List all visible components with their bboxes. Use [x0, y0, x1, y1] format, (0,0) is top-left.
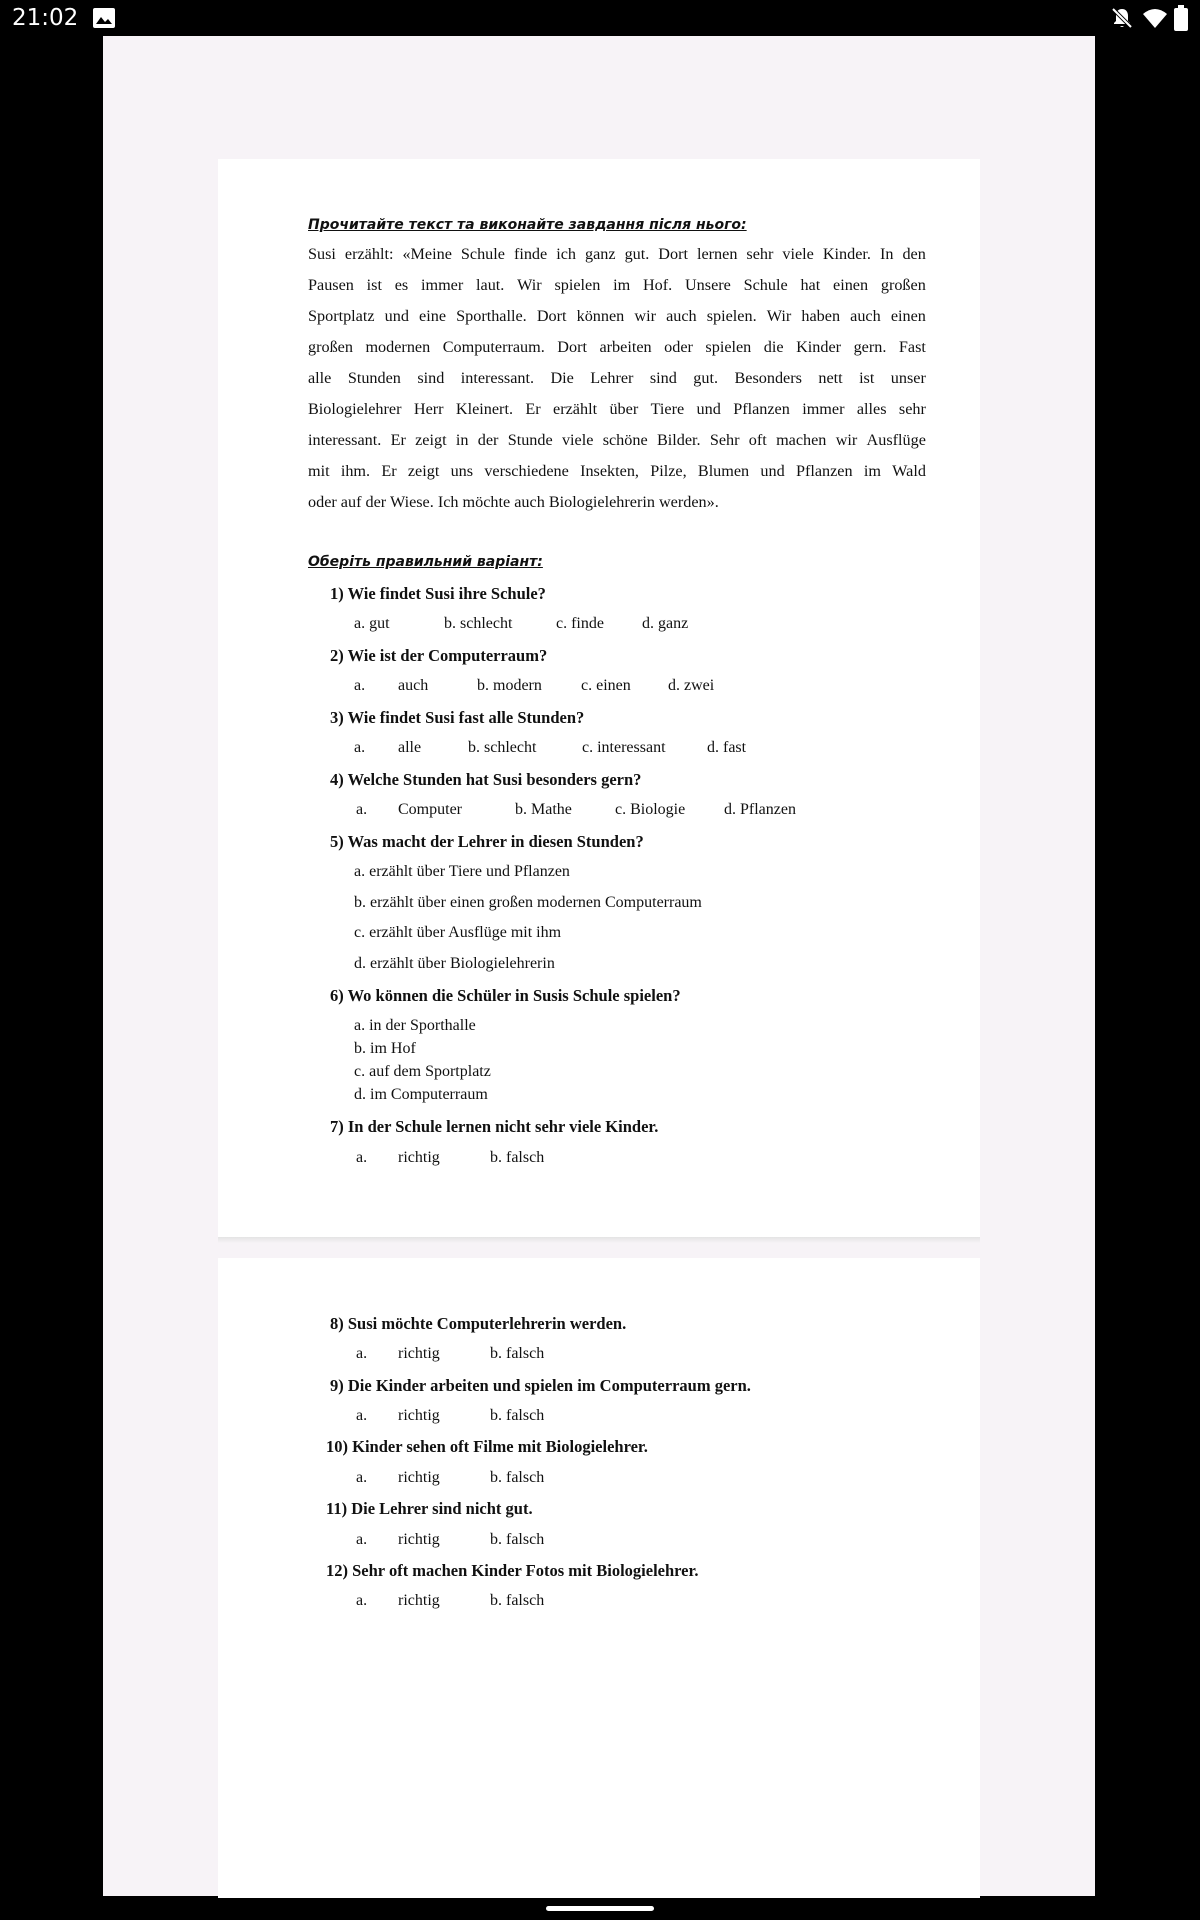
option: d. erzählt über Biologielehrerin: [354, 955, 555, 972]
passage-word: immer: [802, 400, 845, 418]
option: a.: [356, 1407, 368, 1424]
option: b. falsch: [490, 1592, 545, 1609]
passage-word: sind: [649, 369, 677, 387]
option: Computer: [398, 801, 462, 818]
passage-word: Lehrer: [590, 369, 634, 387]
passage-word: Kinder.: [822, 245, 871, 263]
wifi-icon: [1142, 7, 1168, 29]
passage-word: laut.: [476, 276, 505, 294]
passage-word: und: [696, 400, 721, 418]
passage-word: Pflanzen: [795, 462, 853, 480]
question-4: 4) Welche Stunden hat Susi besonders gern?: [330, 770, 642, 789]
option: b. schlecht: [468, 739, 537, 756]
passage-word: Pausen: [308, 276, 354, 294]
option: b. falsch: [490, 1345, 545, 1362]
option: b. schlecht: [444, 615, 513, 632]
passage-word: Wald: [892, 462, 926, 480]
passage-line: [308, 394, 926, 425]
passage-word: spielen: [705, 338, 752, 356]
passage-word: nett: [818, 369, 843, 387]
passage-word: alle: [308, 369, 332, 387]
passage-word: können: [576, 307, 625, 325]
passage-word: ganz: [585, 245, 616, 263]
option: c. auf dem Sportplatz: [354, 1063, 491, 1080]
passage-word: Er: [390, 431, 406, 449]
passage-word: interessant.: [460, 369, 535, 387]
passage-word: Schule: [460, 245, 505, 263]
passage-word: auch: [666, 307, 697, 325]
passage-word: Wir: [517, 276, 542, 294]
option: richtig: [398, 1149, 440, 1166]
option: d. zwei: [668, 677, 715, 694]
passage-word: Schule: [743, 276, 788, 294]
option: a.: [356, 1149, 368, 1166]
reading-passage: [308, 239, 926, 518]
passage-word: zeigt: [415, 431, 447, 449]
passage-word: über: [609, 400, 639, 418]
passage-word: verschiedene: [484, 462, 569, 480]
document-page-1: [218, 159, 980, 1237]
battery-icon: [1174, 5, 1188, 31]
passage-line: [308, 456, 926, 487]
passage-word: Ausflüge: [866, 431, 926, 449]
passage-word: Fast: [898, 338, 926, 356]
choose-task-heading: Оберіть правильний варіант:: [308, 554, 543, 570]
passage-word: den: [902, 245, 926, 263]
passage-word: Er: [525, 400, 541, 418]
option: a. in der Sporthalle: [354, 1017, 476, 1034]
option: richtig: [398, 1531, 440, 1548]
passage-word: Sportplatz: [308, 307, 375, 325]
passage-line: oder auf der Wiese. Ich möchte auch Biologielehrerin werden».: [308, 493, 719, 511]
passage-word: Susi: [308, 245, 336, 263]
passage-word: mit: [308, 462, 330, 480]
passage-word: Er: [381, 462, 397, 480]
passage-word: spielen.: [706, 307, 757, 325]
passage-word: unser: [890, 369, 926, 387]
question-12: 12) Sehr oft machen Kinder Fotos mit Biologielehrer.: [326, 1561, 699, 1580]
status-bar: [0, 0, 1200, 36]
passage-word: Tiere: [650, 400, 685, 418]
passage-word: ich: [556, 245, 576, 263]
passage-word: Blumen: [697, 462, 750, 480]
question-10: 10) Kinder sehen oft Filme mit Biologielehrer.: [326, 1437, 648, 1456]
passage-word: viele: [561, 431, 594, 449]
passage-word: Die: [550, 369, 574, 387]
passage-word: einen: [833, 276, 869, 294]
passage-word: sehr: [746, 245, 774, 263]
passage-word: Besonders: [734, 369, 802, 387]
passage-word: alles: [856, 400, 887, 418]
passage-word: wir: [634, 307, 656, 325]
passage-line: [308, 425, 926, 456]
passage-word: Dort: [536, 307, 567, 325]
passage-word: erzählt:: [344, 245, 394, 263]
option: richtig: [398, 1592, 440, 1609]
passage-word: zeigt: [407, 462, 440, 480]
passage-word: gut.: [624, 245, 650, 263]
passage-word: und: [760, 462, 785, 480]
option: alle: [398, 739, 422, 756]
passage-word: ist: [366, 276, 382, 294]
option: b. falsch: [490, 1531, 545, 1548]
option: b. falsch: [490, 1469, 545, 1486]
option: a.: [356, 1592, 368, 1609]
reading-task-heading: Прочитайте текст та виконайте завдання після нього:: [308, 217, 747, 233]
passage-word: machen: [776, 431, 827, 449]
option: b. falsch: [490, 1407, 545, 1424]
passage-word: einen: [890, 307, 926, 325]
passage-line: [308, 239, 926, 270]
option: a.: [356, 801, 368, 818]
passage-word: viele: [782, 245, 814, 263]
option: a.: [354, 739, 366, 756]
option: b. falsch: [490, 1149, 545, 1166]
passage-word: Sporthalle.: [456, 307, 527, 325]
passage-word: Dort: [658, 245, 688, 263]
passage-word: haben: [801, 307, 841, 325]
passage-word: In: [879, 245, 894, 263]
passage-word: Kleinert.: [455, 400, 513, 418]
option: d. im Computerraum: [354, 1086, 488, 1103]
question-9: 9) Die Kinder arbeiten und spielen im Computerraum gern.: [330, 1376, 751, 1395]
passage-word: sind: [417, 369, 445, 387]
passage-word: modernen: [365, 338, 431, 356]
question-2: 2) Wie ist der Computerraum?: [330, 646, 548, 665]
option: c. erzählt über Ausflüge mit ihm: [354, 924, 562, 941]
option: a.: [356, 1531, 368, 1548]
passage-line: [308, 363, 926, 394]
passage-line: [308, 332, 926, 363]
passage-word: eine: [419, 307, 447, 325]
option: a.: [356, 1469, 368, 1486]
passage-word: Stunden: [347, 369, 401, 387]
question-11: 11) Die Lehrer sind nicht gut.: [326, 1499, 533, 1518]
passage-word: in: [455, 431, 469, 449]
question-1: 1) Wie findet Susi ihre Schule?: [330, 584, 546, 603]
option: b. Mathe: [515, 801, 572, 818]
question-6: 6) Wo können die Schüler in Susis Schule spielen?: [330, 986, 681, 1005]
status-time: 21:02: [12, 5, 79, 31]
passage-word: wir: [835, 431, 858, 449]
question-8: 8) Susi möchte Computerlehrerin werden.: [330, 1314, 627, 1333]
option: richtig: [398, 1345, 440, 1362]
passage-word: Sehr: [709, 431, 740, 449]
document-page-2: [218, 1258, 980, 1898]
option: b. modern: [477, 677, 542, 694]
option: a. gut: [354, 615, 390, 632]
option: richtig: [398, 1469, 440, 1486]
passage-word: oder: [664, 338, 693, 356]
passage-word: im: [863, 462, 881, 480]
option: c. interessant: [582, 739, 666, 756]
passage-word: Biologielehrer: [308, 400, 402, 418]
option: b. im Hof: [354, 1040, 416, 1057]
passage-word: der: [477, 431, 499, 449]
passage-line: [308, 270, 926, 301]
passage-word: im: [613, 276, 631, 294]
passage-word: Wir: [766, 307, 792, 325]
passage-word: immer: [420, 276, 464, 294]
bell-off-icon: [1110, 6, 1134, 30]
passage-word: hat: [800, 276, 821, 294]
passage-word: «Meine: [402, 245, 452, 263]
option: a.: [356, 1345, 368, 1362]
passage-word: Computerraum.: [442, 338, 545, 356]
passage-line: [308, 301, 926, 332]
passage-word: Dort: [557, 338, 587, 356]
passage-word: ist: [859, 369, 875, 387]
image-icon: [92, 7, 116, 29]
passage-word: Pilze,: [650, 462, 687, 480]
option: d. Pflanzen: [724, 801, 796, 818]
passage-word: Stunde: [507, 431, 553, 449]
passage-word: Kinder: [796, 338, 842, 356]
passage-word: die: [763, 338, 784, 356]
passage-word: erzählt: [553, 400, 598, 418]
option: a. erzählt über Tiere und Pflanzen: [354, 863, 570, 880]
passage-word: Insekten,: [580, 462, 639, 480]
option: d. fast: [707, 739, 747, 756]
passage-word: interessant.: [308, 431, 382, 449]
passage-word: schöne: [602, 431, 648, 449]
passage-word: ihm.: [340, 462, 371, 480]
passage-word: Hof.: [642, 276, 673, 294]
page-separator: [218, 1237, 980, 1243]
passage-word: gern.: [853, 338, 887, 356]
passage-word: Pflanzen: [733, 400, 790, 418]
option: auch: [398, 677, 429, 694]
passage-word: großen: [308, 338, 353, 356]
passage-word: arbeiten: [599, 338, 652, 356]
question-7: 7) In der Schule lernen nicht sehr viele Kinder.: [330, 1117, 659, 1136]
option: richtig: [398, 1407, 440, 1424]
passage-word: Herr: [413, 400, 444, 418]
passage-word: finde: [513, 245, 548, 263]
option: c. finde: [556, 615, 604, 632]
passage-word: und: [384, 307, 409, 325]
passage-word: sehr: [898, 400, 926, 418]
option: a.: [354, 677, 366, 694]
passage-word: auch: [850, 307, 881, 325]
option: b. erzählt über einen großen modernen Computerraum: [354, 894, 702, 911]
option: c. einen: [581, 677, 631, 694]
option: c. Biologie: [615, 801, 686, 818]
passage-word: spielen: [554, 276, 601, 294]
passage-word: Unsere: [684, 276, 731, 294]
gesture-nav-handle[interactable]: [546, 1906, 654, 1911]
question-5: 5) Was macht der Lehrer in diesen Stunden?: [330, 832, 644, 851]
option: d. ganz: [642, 615, 689, 632]
passage-word: oft: [748, 431, 767, 449]
question-3: 3) Wie findet Susi fast alle Stunden?: [330, 708, 585, 727]
passage-word: uns: [450, 462, 474, 480]
passage-word: Bilder.: [656, 431, 701, 449]
passage-word: es: [394, 276, 409, 294]
passage-word: großen: [880, 276, 926, 294]
passage-word: lernen: [696, 245, 738, 263]
passage-word: gut.: [693, 369, 719, 387]
